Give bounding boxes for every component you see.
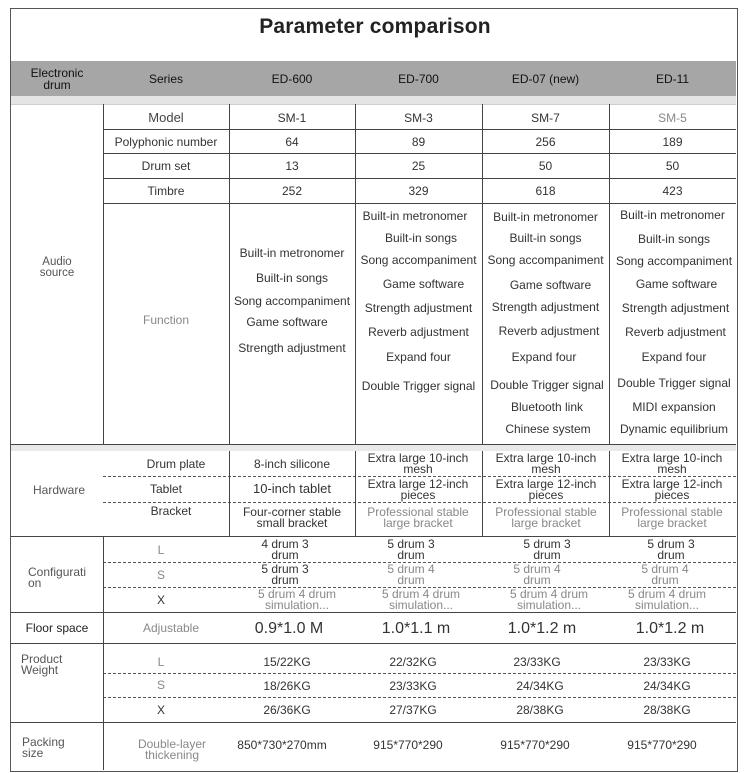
drum-plate-value: Extra large 10-inch mesh: [495, 450, 597, 476]
config-x-value: 5 drum 4 drum simulation...: [381, 587, 461, 612]
weight-x-value: 28/38KG: [516, 702, 564, 717]
weight-x-value: 26/36KG: [263, 702, 311, 717]
function-item: Chinese system: [505, 422, 591, 436]
configuration-section-label: Configurati on: [28, 565, 87, 590]
config-s-value: 5 drum 4 drum: [387, 562, 435, 587]
function-item: Game software: [635, 277, 718, 291]
packing-value: 915*770*290: [627, 738, 697, 752]
header-series: Series: [148, 71, 183, 86]
drum-set-value: 13: [285, 159, 299, 173]
polyphonic-value: 256: [535, 134, 556, 149]
function-item: Built-in metronomer: [362, 209, 468, 223]
function-item: Game software: [246, 315, 328, 329]
weight-l-value: 22/32KG: [389, 655, 437, 669]
weight-l-value: 23/33KG: [513, 655, 561, 669]
grid-line: [609, 451, 610, 536]
tablet-value: Extra large 12-inch pieces: [495, 476, 597, 502]
function-item: Dynamic equilibrium: [619, 422, 729, 436]
model-value: SM-3: [404, 110, 433, 125]
audio-section-label: Audio source: [39, 256, 75, 279]
row-label-double-layer: Double-layer thickening: [137, 737, 207, 762]
row-label-drum-set: Drum set: [141, 159, 191, 173]
config-s-value: 5 drum 4 drum: [641, 562, 689, 587]
function-item: Reverb adjustment: [368, 325, 469, 339]
row-label-polyphonic: Polyphonic number: [114, 134, 218, 149]
timbre-value: 618: [535, 184, 556, 198]
row-label-s: S: [156, 678, 165, 692]
section-divider: [11, 536, 736, 537]
bracket-value: Four-corner stable small bracket: [242, 505, 342, 530]
weight-l-value: 23/33KG: [643, 655, 691, 669]
section-divider: [11, 612, 736, 613]
function-item: Double Trigger signal: [617, 376, 731, 390]
grid-line: [355, 451, 356, 536]
function-item: Expand four: [386, 350, 451, 364]
weight-section-label: Product Weight: [21, 652, 63, 677]
config-s-value: 5 drum 4 drum: [513, 562, 561, 587]
row-label-l: L: [157, 655, 165, 669]
row-label-function: Function: [142, 313, 190, 327]
drum-plate-value: 8-inch silicone: [253, 457, 331, 471]
row-label-x: X: [156, 702, 165, 717]
function-item: Double Trigger signal: [361, 379, 476, 393]
function-item: Built-in songs: [637, 232, 711, 246]
tablet-value: Extra large 12-inch pieces: [367, 476, 469, 502]
section-divider: [11, 722, 736, 723]
packing-value: 915*770*290: [500, 738, 570, 752]
function-item: Song accompaniment: [233, 294, 351, 308]
model-value: SM-7: [531, 110, 560, 125]
polyphonic-value: 64: [285, 134, 299, 149]
header-model-2: ED-700: [398, 71, 439, 86]
function-item: Game software: [382, 277, 465, 291]
function-item: Built-in songs: [255, 271, 329, 285]
floor-section-label: Floor space: [25, 621, 89, 635]
drum-plate-value: Extra large 10-inch mesh: [367, 450, 469, 476]
drum-set-value: 25: [411, 159, 426, 173]
function-item: Double Trigger signal: [490, 378, 604, 392]
polyphonic-value: 89: [411, 134, 426, 149]
page-title: Parameter comparison: [259, 15, 491, 38]
header-subbar: [11, 96, 736, 105]
weight-l-value: 15/22KG: [263, 655, 311, 669]
weight-s-value: 24/34KG: [516, 679, 564, 693]
timbre-value: 329: [408, 184, 429, 198]
config-x-value: 5 drum 4 drum simulation...: [627, 587, 707, 612]
tablet-value: 10-inch tablet: [252, 481, 332, 496]
bracket-value: Professional stable large bracket: [495, 505, 597, 530]
function-item: Expand four: [641, 350, 707, 364]
function-item: Strength adjustment: [491, 300, 600, 314]
weight-x-value: 28/38KG: [643, 702, 691, 717]
function-item: Expand four: [511, 350, 577, 364]
function-item: Bluetooth link: [510, 400, 584, 414]
grid-line: [482, 451, 483, 536]
model-value: SM-1: [277, 110, 307, 125]
function-item: Built-in metronomer: [493, 210, 598, 224]
row-label-drum-plate: Drum plate: [146, 457, 206, 471]
drum-plate-value: Extra large 10-inch mesh: [621, 450, 723, 476]
drum-set-value: 50: [538, 159, 553, 173]
row-label-timbre: Timbre: [147, 184, 185, 198]
polyphonic-value: 189: [662, 134, 683, 149]
function-item: Strength adjustment: [238, 341, 346, 355]
function-item: Reverb adjustment: [498, 324, 600, 338]
timbre-value: 252: [281, 184, 303, 198]
floor-value: 1.0*1.2 m: [507, 620, 577, 637]
row-label-tablet: Tablet: [149, 482, 183, 496]
config-x-value: 5 drum 4 drum simulation...: [509, 587, 589, 612]
config-l-value: 5 drum 3 drum: [647, 536, 695, 562]
row-label-model: Model: [148, 109, 184, 125]
drum-set-value: 50: [665, 159, 680, 173]
hardware-section-label: Hardware: [32, 483, 86, 497]
function-item: Built-in songs: [384, 231, 458, 245]
packing-value: 915*770*290: [373, 738, 443, 752]
row-label-bracket: Bracket: [150, 504, 192, 518]
weight-x-value: 27/37KG: [389, 702, 437, 717]
floor-value: 1.0*1.1 m: [381, 620, 451, 637]
config-l-value: 5 drum 3 drum: [387, 536, 435, 562]
floor-value: 1.0*1.2 m: [635, 620, 705, 637]
config-l-value: 4 drum 3 drum: [261, 536, 309, 562]
row-label-l: L: [157, 543, 165, 557]
config-x-value: 5 drum 4 drum simulation...: [257, 587, 337, 612]
row-label-s: S: [156, 568, 165, 582]
model-value: SM-5: [658, 110, 687, 125]
function-item: Song accompaniment: [360, 253, 477, 267]
header-model-1: ED-600: [271, 71, 313, 86]
packing-section-label: Packing size: [22, 735, 65, 760]
function-item: Strength adjustment: [364, 301, 473, 315]
row-label-adjustable: Adjustable: [142, 621, 200, 635]
function-item: MIDI expansion: [632, 400, 716, 414]
config-l-value: 5 drum 3 drum: [523, 536, 571, 562]
header-model-4: ED-11: [655, 71, 690, 86]
weight-s-value: 18/26KG: [263, 679, 311, 693]
grid-line: [103, 723, 104, 770]
bracket-value: Professional stable large bracket: [621, 505, 723, 530]
row-divider: [103, 203, 736, 204]
header-model-3: ED-07 (new): [511, 71, 580, 86]
packing-value: 850*730*270mm: [237, 738, 327, 752]
function-item: Song accompaniment: [615, 254, 733, 268]
function-item: Reverb adjustment: [625, 325, 726, 339]
tablet-value: Extra large 12-inch pieces: [621, 476, 723, 502]
weight-s-value: 23/33KG: [389, 679, 437, 693]
bracket-value: Professional stable large bracket: [367, 505, 469, 530]
function-item: Built-in metronomer: [239, 246, 345, 260]
function-item: Built-in metronomer: [620, 208, 725, 222]
function-item: Game software: [509, 278, 592, 292]
config-s-value: 5 drum 3 drum: [261, 562, 309, 587]
header-category: Electronic drum: [30, 65, 84, 92]
function-item: Song accompaniment: [487, 253, 604, 267]
function-item: Built-in songs: [509, 231, 582, 245]
timbre-value: 423: [662, 184, 683, 198]
function-item: Strength adjustment: [621, 301, 730, 315]
weight-s-value: 24/34KG: [643, 679, 691, 693]
floor-value: 0.9*1.0 M: [254, 620, 324, 637]
row-label-x: X: [156, 593, 165, 607]
